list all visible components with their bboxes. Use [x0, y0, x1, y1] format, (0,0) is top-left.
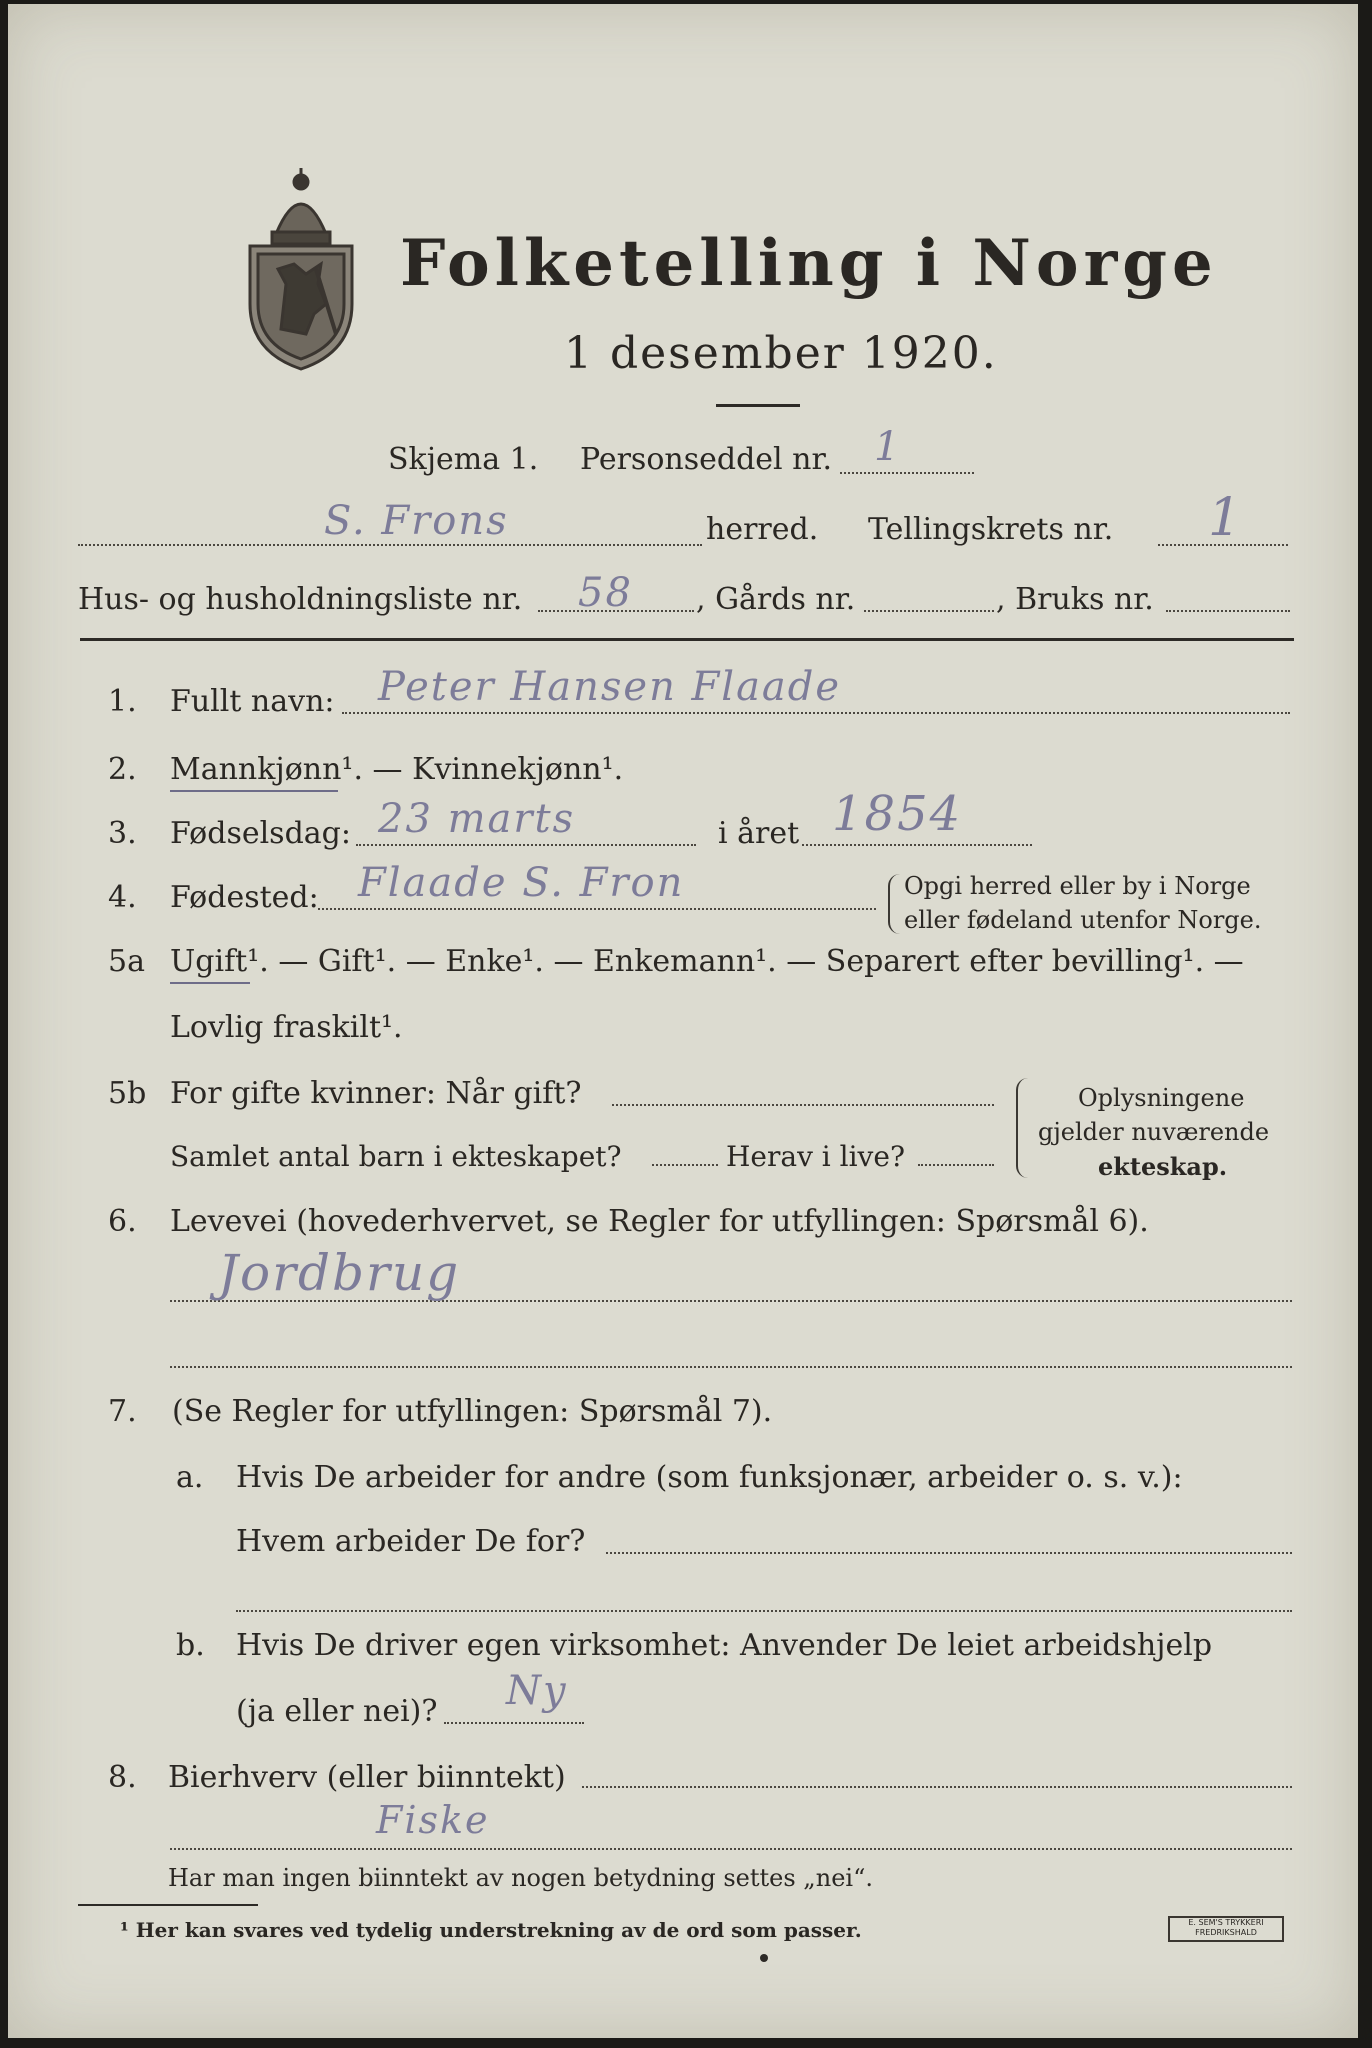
- q7a-text: Hvis De arbeider for andre (som funksjonær, arbeider o. s. v.):: [236, 1460, 1183, 1495]
- herred-label: herred.: [706, 512, 819, 547]
- q5b-alive-line: [918, 1164, 994, 1166]
- form-title: Folketelling i Norge: [400, 226, 1218, 301]
- hus-value: 58: [578, 570, 633, 616]
- q1-line: [342, 712, 1290, 714]
- personseddel-value: 1: [874, 424, 902, 470]
- q5a-line2: Lovlig fraskilt¹.: [170, 1010, 403, 1045]
- gards-line: [864, 610, 994, 612]
- q7b-letter: b.: [176, 1628, 205, 1663]
- q5b-children-label: Samlet antal barn i ekteskapet?: [170, 1140, 622, 1173]
- q7-number: 7.: [108, 1394, 137, 1429]
- gards-label: , Gårds nr.: [696, 582, 856, 617]
- q6-line-2: [170, 1366, 1292, 1368]
- q7a-text-2: Hvem arbeider De for?: [236, 1524, 586, 1559]
- q4-note-1: Opgi herred eller by i Norge: [904, 872, 1251, 900]
- q7b-text-2: (ja eller nei)?: [236, 1694, 438, 1729]
- q5b-line1: For gifte kvinner: Når gift?: [170, 1076, 582, 1111]
- q5b-children-line: [652, 1164, 718, 1166]
- q3-number: 3.: [108, 816, 137, 851]
- q8-value: Fiske: [376, 1798, 490, 1842]
- q5a-number: 5a: [108, 944, 145, 979]
- personseddel-label: Personseddel nr.: [580, 442, 833, 477]
- q4-label: Fødested:: [170, 880, 319, 915]
- q8-number: 8.: [108, 1760, 137, 1795]
- q7-text: (Se Regler for utfyllingen: Spørsmål 7).: [172, 1394, 773, 1429]
- q1-number: 1.: [108, 684, 137, 719]
- q7a-letter: a.: [176, 1460, 204, 1495]
- printer-stamp: E. SEM'S TRYKKERI FREDRIKSHALD: [1168, 1916, 1284, 1942]
- q6-text: Levevei (hovederhvervet, se Regler for utfyllingen: Spørsmål 6).: [170, 1204, 1149, 1239]
- q2-number: 2.: [108, 752, 137, 787]
- norwegian-coat-of-arms-icon: [236, 164, 366, 374]
- q3-label: Fødselsdag:: [170, 816, 351, 851]
- herred-value: S. Frons: [324, 498, 509, 544]
- q3-day-line: [356, 844, 696, 846]
- personseddel-line: [840, 472, 974, 474]
- q4-value: Flaade S. Fron: [358, 860, 685, 906]
- q7b-value: Ny: [506, 1668, 568, 1714]
- q4-brace: [888, 874, 900, 934]
- q5b-married-line: [612, 1104, 994, 1106]
- punch-dot: [760, 1954, 768, 1962]
- bruks-label: , Bruks nr.: [996, 582, 1154, 617]
- skjema-label: Skjema 1.: [388, 442, 539, 477]
- q5b-number: 5b: [108, 1076, 147, 1111]
- q5a-line1: Ugift¹. — Gift¹. — Enke¹. — Enkemann¹. — Separert efter bevilling¹. —: [170, 944, 1244, 979]
- q7b-text: Hvis De driver egen virksomhet: Anvender De leiet arbeidshjelp: [236, 1628, 1213, 1663]
- q4-line: [318, 908, 876, 910]
- q5b-note-2: gjelder nuværende: [1038, 1118, 1270, 1146]
- q7a-line-2: [236, 1610, 1292, 1612]
- q5b-alive-label: Herav i live?: [726, 1140, 905, 1173]
- q8-note: Har man ingen biinntekt av nogen betydning settes „nei“.: [168, 1864, 873, 1892]
- q5a-underline-mark: [170, 982, 250, 984]
- q3-year-label: i året: [718, 816, 800, 851]
- q6-value: Jordbrug: [218, 1244, 461, 1302]
- footnote-divider: [78, 1904, 258, 1906]
- q3-day-value: 23 marts: [378, 796, 576, 842]
- tellingskrets-label: Tellingskrets nr.: [868, 512, 1114, 547]
- tellingskrets-value: 1: [1208, 488, 1244, 548]
- q2-underline-mark: [170, 790, 338, 792]
- q1-value: Peter Hansen Flaade: [378, 664, 842, 710]
- q4-note-2: eller fødeland utenfor Norge.: [904, 906, 1262, 934]
- herred-line: [78, 544, 702, 546]
- q8-line-2: [170, 1848, 1292, 1850]
- q5b-note-3: ekteskap.: [1098, 1152, 1228, 1181]
- q1-label: Fullt navn:: [170, 684, 335, 719]
- q5b-note-1: Oplysningene: [1078, 1084, 1245, 1112]
- census-date: 1 desember 1920.: [564, 328, 998, 379]
- q7b-line: [444, 1722, 584, 1724]
- q5b-brace: [1016, 1078, 1028, 1178]
- q3-year-value: 1854: [832, 786, 963, 842]
- q4-number: 4.: [108, 880, 137, 915]
- q2-text: Mannkjønn¹. — Kvinnekjønn¹.: [170, 752, 624, 787]
- q7a-line-1: [606, 1552, 1292, 1554]
- census-form-sheet: [8, 4, 1358, 2038]
- header-divider: [80, 638, 1294, 641]
- footnote: ¹ Her kan svares ved tydelig understrekning av de ord som passer.: [120, 1918, 862, 1942]
- title-divider: [716, 404, 800, 407]
- bruks-line: [1166, 610, 1290, 612]
- q8-text: Bierhverv (eller biinntekt): [168, 1760, 566, 1795]
- q6-number: 6.: [108, 1204, 137, 1239]
- hus-label: Hus- og husholdningsliste nr.: [78, 582, 523, 617]
- q8-line-1: [582, 1786, 1292, 1788]
- q3-year-line: [802, 844, 1032, 846]
